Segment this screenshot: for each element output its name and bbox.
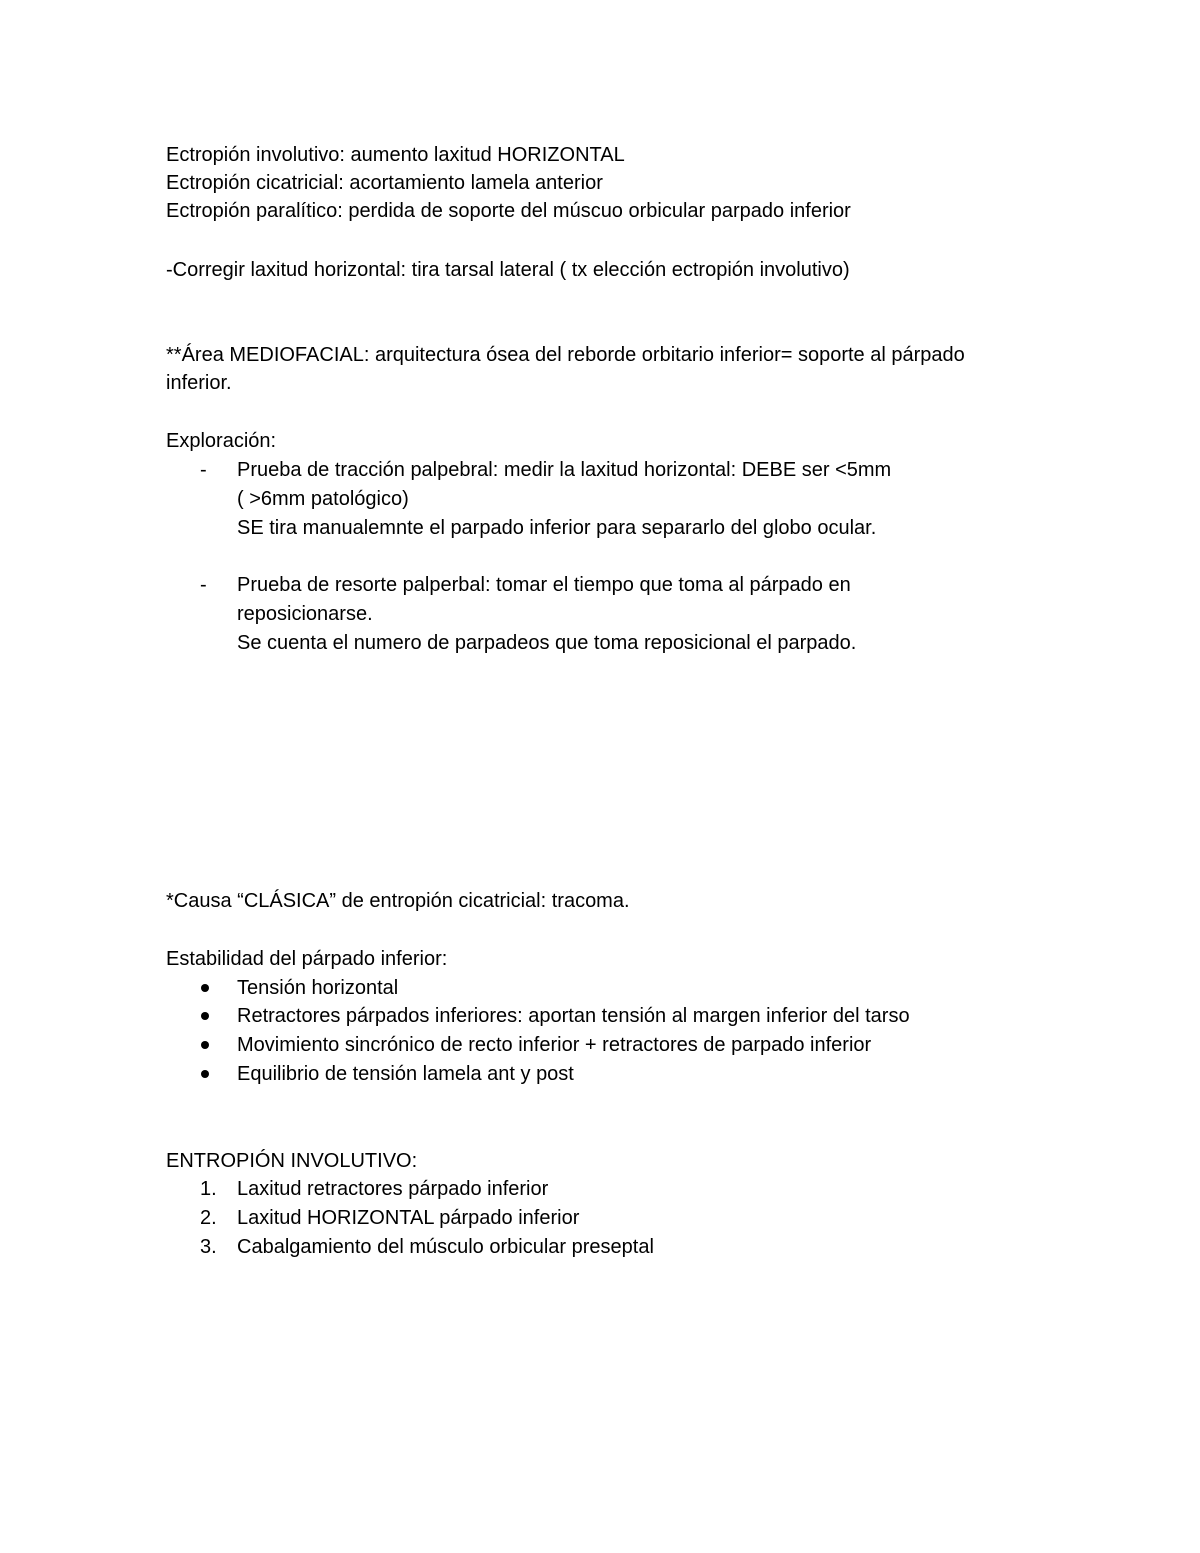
bullet-icon (201, 1070, 209, 1078)
list-item-text: Equilibrio de tensión lamela ant y post (237, 1063, 574, 1085)
corregir-laxitud-line: -Corregir laxitud horizontal: tira tarsal lateral ( tx elección ectropión involutivo) (166, 259, 850, 281)
ectropion-involutivo-line: Ectropión involutivo: aumento laxitud HORIZONTAL (166, 144, 625, 166)
dash-marker: - (200, 459, 207, 481)
exploracion-item-text: Prueba de tracción palpebral: medir la laxitud horizontal: DEBE ser <5mm (237, 459, 892, 481)
entropion-heading: ENTROPIÓN INVOLUTIVO: (166, 1150, 418, 1172)
exploracion-heading: Exploración: (166, 430, 277, 452)
area-mediofacial-line-1: **Área MEDIOFACIAL: arquitectura ósea del reborde orbitario inferior= soporte al párpado (166, 344, 965, 366)
ectropion-cicatricial-line: Ectropión cicatricial: acortamiento lamela anterior (166, 172, 603, 194)
bullet-icon (201, 1012, 209, 1020)
list-item-text: Laxitud retractores párpado inferior (237, 1178, 549, 1200)
causa-clasica-line: *Causa “CLÁSICA” de entropión cicatricial: tracoma. (166, 890, 630, 912)
list-item-text: Cabalgamiento del músculo orbicular preseptal (237, 1236, 654, 1258)
list-number: 3. (200, 1236, 217, 1258)
exploracion-item-text: Se cuenta el numero de parpadeos que toma reposicional el parpado. (237, 632, 857, 654)
exploracion-item-text: reposicionarse. (237, 603, 373, 625)
list-number: 2. (200, 1207, 217, 1229)
exploracion-item-text: ( >6mm patológico) (237, 488, 409, 510)
list-number: 1. (200, 1178, 217, 1200)
list-item-text: Movimiento sincrónico de recto inferior + retractores de parpado inferior (237, 1034, 872, 1056)
list-item-text: Laxitud HORIZONTAL párpado inferior (237, 1207, 580, 1229)
dash-marker: - (200, 574, 207, 596)
ectropion-paralitico-line: Ectropión paralítico: perdida de soporte del múscuo orbicular parpado inferior (166, 200, 851, 222)
bullet-icon (201, 984, 209, 992)
list-item-text: Tensión horizontal (237, 977, 399, 999)
bullet-icon (201, 1041, 209, 1049)
estabilidad-heading: Estabilidad del párpado inferior: (166, 948, 448, 970)
area-mediofacial-line-2: inferior. (166, 372, 232, 394)
exploracion-item-text: Prueba de resorte palperbal: tomar el tiempo que toma al párpado en (237, 574, 851, 596)
exploracion-item-text: SE tira manualemnte el parpado inferior para separarlo del globo ocular. (237, 517, 877, 539)
list-item-text: Retractores párpados inferiores: aportan tensión al margen inferior del tarso (237, 1005, 910, 1027)
